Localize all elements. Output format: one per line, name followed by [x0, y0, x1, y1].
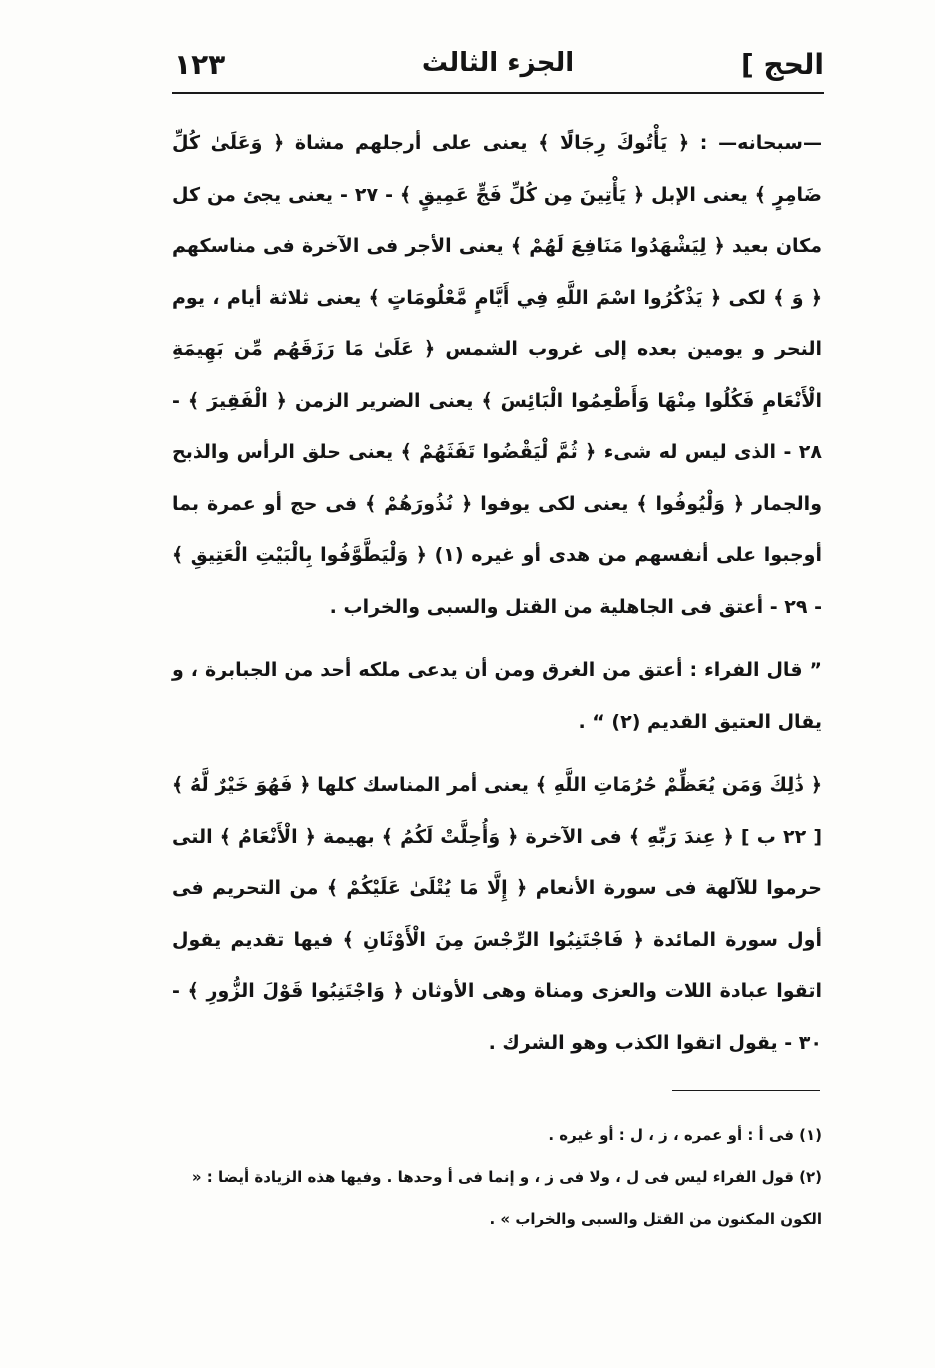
header-divider — [172, 92, 824, 94]
footnotes — [172, 1114, 822, 1240]
paragraph-farra-quote: ” قال الفراء : أعتق من الغرق ومن أن يدعى ملكه أحد من الجبابرة ، و يقال العتيق القديم (٢) “ . — [172, 659, 822, 733]
sura-title: الحج ] — [740, 48, 824, 81]
footnote-1: (١) فى أ : أو عمره ، ز ، ل : أو غيره . — [548, 1126, 822, 1144]
page-number: ١٢٣ — [174, 48, 226, 81]
main-text — [172, 118, 822, 1069]
footnote-divider — [672, 1090, 820, 1091]
part-title: الجزء الثالث — [421, 48, 575, 78]
paragraph-verse-30: ﴿ ذَٰلِكَ وَمَن يُعَظِّمْ حُرُمَاتِ اللَّهِ ﴾ يعنى أمر المناسك كلها ﴿ فَهُوَ خَيْرٌ لَّهُ ﴾ [ ٢٢ ب ] ﴿ عِندَ رَبِّهِ ﴾ فى الآخرة ﴿ وَأُحِلَّتْ لَكُمُ ﴾ بهيمة ﴿ الْأَنْعَامُ ﴾ التى حرموا للآلهة فى سورة الأنعام ﴿ إِلَّا مَا يُتْلَىٰ عَلَيْكُمْ ﴾ من التحريم فى أول سورة المائدة ﴿ فَاجْتَنِبُوا الرِّجْسَ مِنَ الْأَوْثَانِ ﴾ فيها تقديم يقول اتقوا عبادة اللات والعزى ومناة وهى الأوثان ﴿ وَاجْتَنِبُوا قَوْلَ الزُّورِ ﴾ - ٣٠ - يقول اتقوا الكذب وهو الشرك . — [172, 774, 822, 1054]
footnote-2: (٢) قول الفراء ليس فى ل ، ولا فى ز ، و إنما فى أ وحدها . وفيها هذه الزيادة أيضا : « الكون المكنون من القتل والسبى والخراب » . — [191, 1168, 822, 1228]
paragraph-verses-27-29: —سبحانه— : ﴿ يَأْتُوكَ رِجَالًا ﴾ يعنى على أرجلهم مشاة ﴿ وَعَلَىٰ كُلِّ ضَامِرٍ ﴾ يعنى الإبل ﴿ يَأْتِينَ مِن كُلِّ فَجٍّ عَمِيقٍ ﴾ - ٢٧ - يعنى يجئ من كل مكان بعيد ﴿ لِيَشْهَدُوا مَنَافِعَ لَهُمْ ﴾ يعنى الأجر فى الآخرة فى مناسكهم ﴿ وَ ﴾ لكى ﴿ يَذْكُرُوا اسْمَ اللَّهِ فِي أَيَّامٍ مَّعْلُومَاتٍ ﴾ يعنى ثلاثة أيام ، يوم النحر و يومين بعده إلى غروب الشمس ﴿ عَلَىٰ مَا رَزَقَهُم مِّن بَهِيمَةِ الْأَنْعَامِ فَكُلُوا مِنْهَا وَأَطْعِمُوا الْبَائِسَ ﴾ يعنى الضرير الزمن ﴿ الْفَقِيرَ ﴾ - ٢٨ - الذى ليس له شىء ﴿ ثُمَّ لْيَقْضُوا تَفَثَهُمْ ﴾ يعنى حلق الرأس والذبح والجمار ﴿ وَلْيُوفُوا ﴾ يعنى لكى يوفوا ﴿ نُذُورَهُمْ ﴾ فى حج أو عمرة بما أوجبوا على أنفسهم من هدى أو غيره (١) ﴿ وَلْيَطَّوَّفُوا بِالْبَيْتِ الْعَتِيقِ ﴾ - ٢٩ - أعتق فى الجاهلية من القتل والسبى والخراب . — [172, 132, 823, 618]
page-header — [172, 44, 824, 88]
